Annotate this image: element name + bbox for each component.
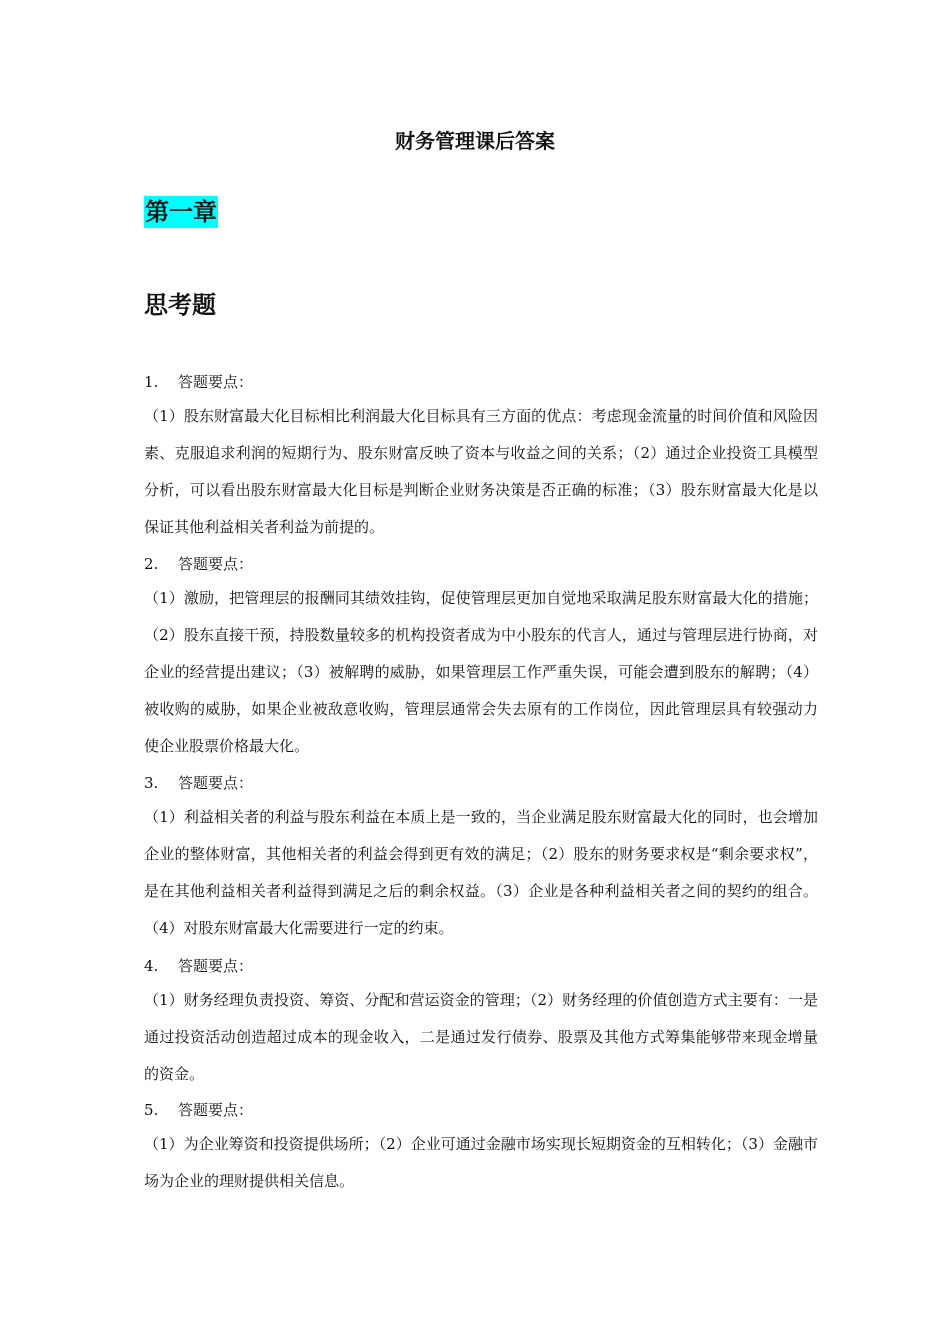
- question-number: 3.: [144, 774, 159, 792]
- question-number: 1.: [144, 373, 159, 391]
- question-heading: 答题要点：: [178, 774, 254, 792]
- question-item: [144, 550, 818, 765]
- question-item: [144, 769, 818, 947]
- answer-text: （1）激励，把管理层的报酬同其绩效挂钩，促使管理层更加自觉地采取满足股东财富最大化的措施；（2）股东直接干预，持股数量较多的机构投资者成为中小股东的代言人，通过与管理层进行协商，对企业的经营提出建议；（3）被解聘的威胁，如果管理层工作严重失误，可能会遭到股东的解聘；（4）被收购的威胁，如果企业被敌意收购，管理层通常会失去原有的工作岗位，因此管理层具有较强动力使企业股票价格最大化。: [144, 589, 818, 755]
- answer-text: （1）财务经理负责投资、筹资、分配和营运资金的管理；（2）财务经理的价值创造方式主要有：一是通过投资活动创造超过成本的现金收入，二是通过发行债券、股票及其他方式筹集能够带来现金增量的资金。: [144, 991, 818, 1083]
- question-number: 2.: [144, 555, 159, 573]
- question-heading: 答题要点：: [178, 373, 254, 391]
- question-heading: 答题要点：: [178, 555, 254, 573]
- question-heading: 答题要点：: [178, 957, 254, 975]
- section-heading: 思考题: [144, 291, 216, 319]
- document-title: 财务管理课后答案: [395, 129, 555, 153]
- question-heading: 答题要点：: [178, 1101, 254, 1119]
- question-item: [144, 368, 818, 546]
- chapter-heading: 第一章: [145, 198, 217, 226]
- question-number: 5.: [144, 1101, 159, 1119]
- question-item: [144, 1096, 818, 1200]
- question-item: [144, 952, 818, 1093]
- question-number: 4.: [144, 957, 159, 975]
- answer-text: （1）为企业筹资和投资提供场所；（2）企业可通过金融市场实现长短期资金的互相转化；（3）金融市场为企业的理财提供相关信息。: [144, 1135, 818, 1190]
- answer-text: （1）利益相关者的利益与股东利益在本质上是一致的，当企业满足股东财富最大化的同时，也会增加企业的整体财富，其他相关者的利益会得到更有效的满足；（2）股东的财务要求权是“剩余要求权”，是在其他利益相关者利益得到满足之后的剩余权益。（3）企业是各种利益相关者之间的契约的组合。（4）对股东财富最大化需要进行一定的约束。: [144, 808, 818, 937]
- answer-text: （1）股东财富最大化目标相比利润最大化目标具有三方面的优点：考虑现金流量的时间价值和风险因素、克服追求利润的短期行为、股东财富反映了资本与收益之间的关系；（2）通过企业投资工具模型分析，可以看出股东财富最大化目标是判断企业财务决策是否正确的标准；（3）股东财富最大化是以保证其他利益相关者利益为前提的。: [144, 407, 818, 536]
